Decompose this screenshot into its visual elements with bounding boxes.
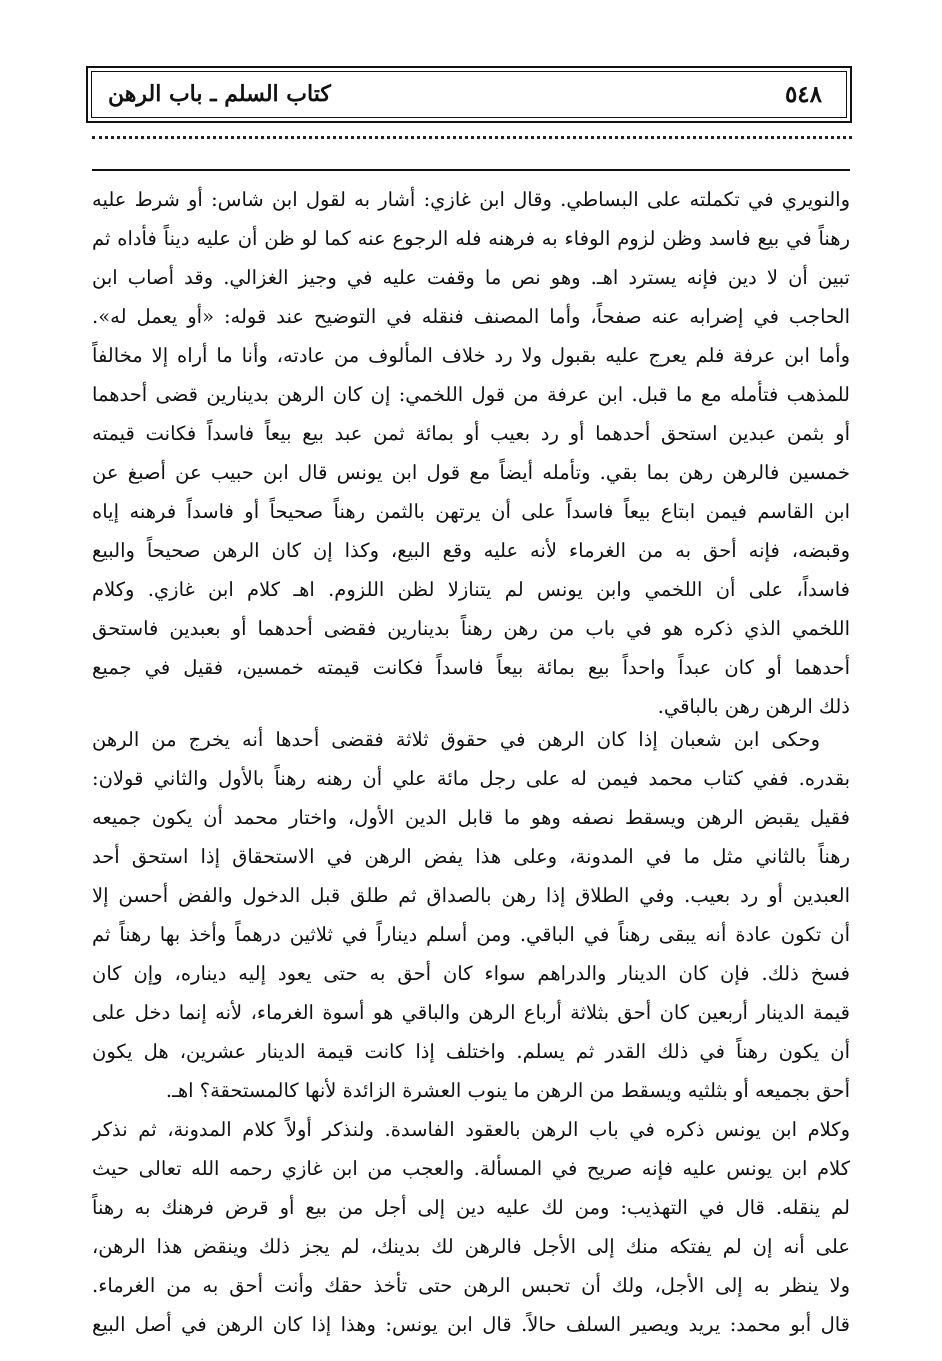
text-line: خمسين فالرهن رهن بما بقي. وتأمله أيضاً مع قول ابن يونس قال ابن حبيب عن أصبغ عن xyxy=(92,461,850,484)
text-line: قال أبو محمد: يريد ويصير السلف حالاً. قال ابن يونس: وهذا إذا كان الرهن في أصل البيع xyxy=(92,1313,850,1336)
text-line: فاسداً، على أن اللخمي وابن يونس لم يتنازلا لظن اللزوم. اهـ كلام ابن غازي. وكلام xyxy=(92,578,850,601)
text-line: وأما ابن عرفة فلم يعرج عليه بقبول ولا رد خلاف المألوف من عادته، وأنا ما أراه إلا مخالفاً xyxy=(92,344,850,367)
text-line: والنويري في تكملته على البساطي. وقال ابن غازي: أشار به لقول ابن شاس: أو شرط عليه xyxy=(92,188,850,211)
text-line: أحق بجميعه أو بثلثيه ويسقط من الرهن ما ينوب العشرة الزائدة لأنها كالمستحقة؟ اهـ. xyxy=(165,1079,850,1102)
page-header-frame xyxy=(86,66,852,123)
text-line: فسخ ذلك. فإن كان الدينار والدراهم سواء كان أحق به حتى يعود إليه ديناره، وإن كان xyxy=(92,962,850,985)
running-title: كتاب السلم ـ باب الرهن xyxy=(108,81,331,107)
text-line: وحكى ابن شعبان إذا كان الرهن في حقوق ثلاثة فقضى أحدها أنه يخرج من الرهن xyxy=(92,728,820,751)
text-line: وكلام ابن يونس ذكره في باب الرهن بالعقود الفاسدة. ولنذكر أولاً كلام المدونة، ثم نذكر xyxy=(92,1118,850,1141)
text-line: العبدين أو رد بعيب. وفي الطلاق إذا رهن بالصداق ثم طلق قبل الدخول والفض أحسن إلا xyxy=(92,884,850,907)
text-line: وقبضه، فإنه أحق به من الغرماء لأنه عليه وقع البيع، وكذا إن كان الرهن صحيحاً والبيع xyxy=(92,539,850,562)
text-line: فقيل يقبض الرهن ويسقط نصفه وهو ما قابل الدين الأول، واختار محمد أن يكون جميعه xyxy=(92,806,850,829)
text-line: ابن القاسم فيمن ابتاع بيعاً فاسداً على أن يرتهن بالثمن رهناً صحيحاً أو فاسداً فرهنه إياه xyxy=(92,500,850,523)
text-line: للمذهب فتأمله مع ما قبل. ابن عرفة من قول اللخمي: إن كان الرهن بدينارين قضى أحدهما xyxy=(92,383,850,406)
text-line: اللخمي الذي ذكره هو في باب من رهن رهناً بدينارين فقضى أحدهما أو بعبدين فاستحق xyxy=(92,617,850,640)
text-line: بقدره. ففي كتاب محمد فيمن له على رجل مائة علي أن رهنه رهناً بالأول والثاني قولان: xyxy=(92,767,850,790)
text-line: ذلك الرهن رهن بالباقي. xyxy=(657,695,850,718)
text-line: الحاجب في إضرابه عنه صفحاً، وأما المصنف فنقله في التوضيح عند قوله: «أو يعمل له». xyxy=(92,305,850,328)
text-line: كلام ابن يونس عليه فإنه صريح في المسألة. والعجب من ابن غازي رحمه الله تعالى حيث xyxy=(92,1157,850,1180)
text-line: على أنه إن لم يفتكه منك إلى الأجل فالرهن لك بدينك، لم يجز ذلك وينقض هذا الرهن، xyxy=(92,1235,850,1258)
text-line: أن تكون عادة أنه يبقى رهناً في الباقي. ومن أسلم ديناراً في ثلاثين درهماً وأخذ بها رهناً ثم xyxy=(92,923,850,946)
paragraph-1 xyxy=(92,180,850,726)
text-line: لم ينقله. قال في التهذيب: ومن لك عليه دين إلى أجل من بيع أو قرض فرهنك به رهناً xyxy=(92,1196,850,1219)
text-line: أن يكون رهناً في ذلك القدر ثم يسلم. واختلف إذا كانت قيمة الدينار عشرين، هل يكون xyxy=(92,1040,850,1063)
text-line: ولا ينظر به إلى الأجل، ولك أن تحبس الرهن حتى تأخذ حقك وأنت أحق به من الغرماء. xyxy=(92,1274,850,1297)
text-line: تبين أن لا دين فإنه يسترد اهـ. وهو نص ما وقفت عليه في وجيز الغزالي. وقد أصاب ابن xyxy=(92,266,850,289)
header-rule xyxy=(92,169,850,171)
text-line: أو بثمن عبدين استحق أحدهما أو رد بعيب أو بمائة ثمن عبد بيع بيعاً فاسداً فكانت قيمته xyxy=(92,422,850,445)
dotted-separator xyxy=(92,136,852,139)
text-line: رهناً بالثاني مثل ما في المدونة، وعلى هذا يفض الرهن في الاستحقاق إذا استحق أحد xyxy=(92,845,850,868)
text-line: أحدهما أو كان عبداً واحداً بيع بمائة بيعاً فاسداً فكانت قيمته خمسين، فقيل في جميع xyxy=(92,656,850,679)
paragraph-2 xyxy=(92,720,850,1344)
page-number: ٥٤٨ xyxy=(784,81,822,108)
text-line: قيمة الدينار أربعين كان أحق بثلاثة أرباع الرهن والباقي هو أسوة الغرماء، لأنه إنما دخل على xyxy=(92,1001,850,1024)
text-line: رهناً في بيع فاسد وظن لزوم الوفاء به فرهنه فله الرجوع عنه كما لو ظن أن عليه ديناً فأداه ثم xyxy=(92,227,850,250)
